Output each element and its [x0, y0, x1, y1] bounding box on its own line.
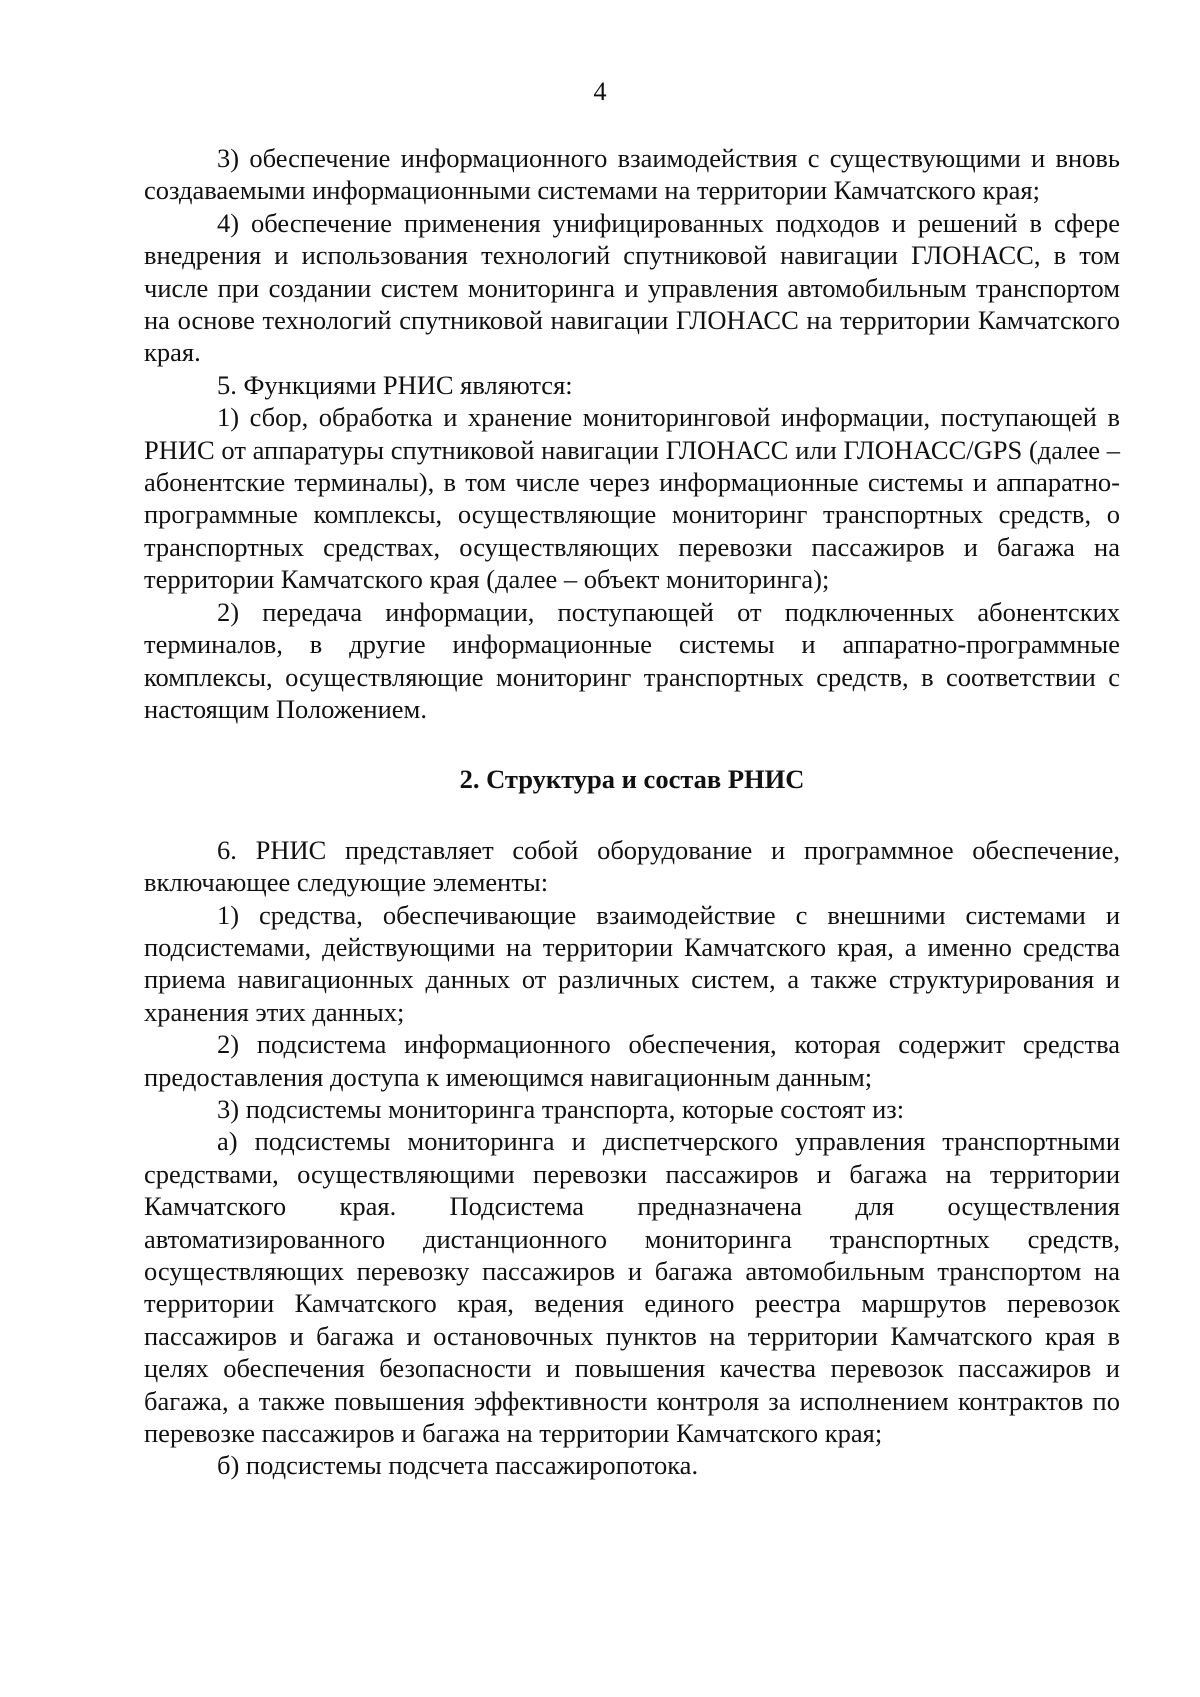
paragraph-function-1-collection: 1) сбор, обработка и хранение мониторинговой информации, поступающей в РНИС от аппаратуры спутниковой навигации ГЛОНАСС или ГЛОНАСС/GPS (далее – абонентские терминалы), в том числе через информационные системы и аппаратно-программные комплексы, осуществляющие мониторинг транспортных средств, о транспортных средствах, осуществляющих перевозки пассажиров и багажа на территории Камчатского края (далее – объект мониторинга);: [144, 402, 1120, 595]
paragraph-subitem-a-dispatch-subsystem: а) подсистемы мониторинга и диспетчерского управления транспортными средствами, осуществляющими перевозки пассажиров и багажа на территории Камчатского края. Подсистема предназначена для осуществления автоматизированного дистанционного мониторинга транспортных средств, осуществляющих перевозку пассажиров и багажа автомобильным транспортом на территории Камчатского края, ведения единого реестра маршрутов перевозок пассажиров и багажа и остановочных пунктов на территории Камчатского края в целях обеспечения безопасности и повышения качества перевозок пассажиров и багажа, а также повышения эффективности контроля за исполнением контрактов по перевозке пассажиров и багажа на территории Камчатского края;: [144, 1126, 1120, 1449]
paragraph-clause-5-functions: 5. Функциями РНИС являются:: [217, 369, 573, 400]
paragraph-item-3-information-interaction: 3) обеспечение информационного взаимодействия с существующими и вновь создаваемыми информационными системами на территории Камчатского края;: [144, 143, 1120, 206]
paragraph-item-4-unified-approaches: 4) обеспечение применения унифицированных подходов и решений в сфере внедрения и использования технологий спутниковой навигации ГЛОНАСС, в том числе при создании систем мониторинга и управления автомобильным транспортом на основе технологий спутниковой навигации ГЛОНАСС на территории Камчатского края.: [144, 207, 1120, 368]
paragraph-clause-6-composition: 6. РНИС представляет собой оборудование и программное обеспечение, включающее следующие элементы:: [144, 834, 1120, 898]
page-number: 4: [593, 77, 607, 106]
section-heading: 2. Структура и состав РНИС: [459, 764, 805, 795]
paragraph-element-2-information-subsystem: 2) подсистема информационного обеспечения, которая содержит средства предоставления доступа к имеющимся навигационным данным;: [144, 1029, 1120, 1092]
paragraph-function-2-transfer: 2) передача информации, поступающей от подключенных абонентских терминалов, в другие информационные системы и аппаратно-программные комплексы, осуществляющие мониторинг транспортных средств, в соответствии с настоящим Положением.: [144, 596, 1120, 724]
paragraph-element-1-interaction-means: 1) средства, обеспечивающие взаимодействие с внешними системами и подсистемами, действующими на территории Камчатского края, а именно средства приема навигационных данных от различных систем, а также структурирования и хранения этих данных;: [144, 899, 1120, 1027]
paragraph-element-3-monitoring-subsystems: 3) подсистемы мониторинга транспорта, которые состоят из:: [217, 1093, 905, 1124]
paragraph-subitem-b-passenger-count: б) подсистемы подсчета пассажиропотока.: [217, 1450, 699, 1481]
document-body: [144, 142, 1120, 1482]
